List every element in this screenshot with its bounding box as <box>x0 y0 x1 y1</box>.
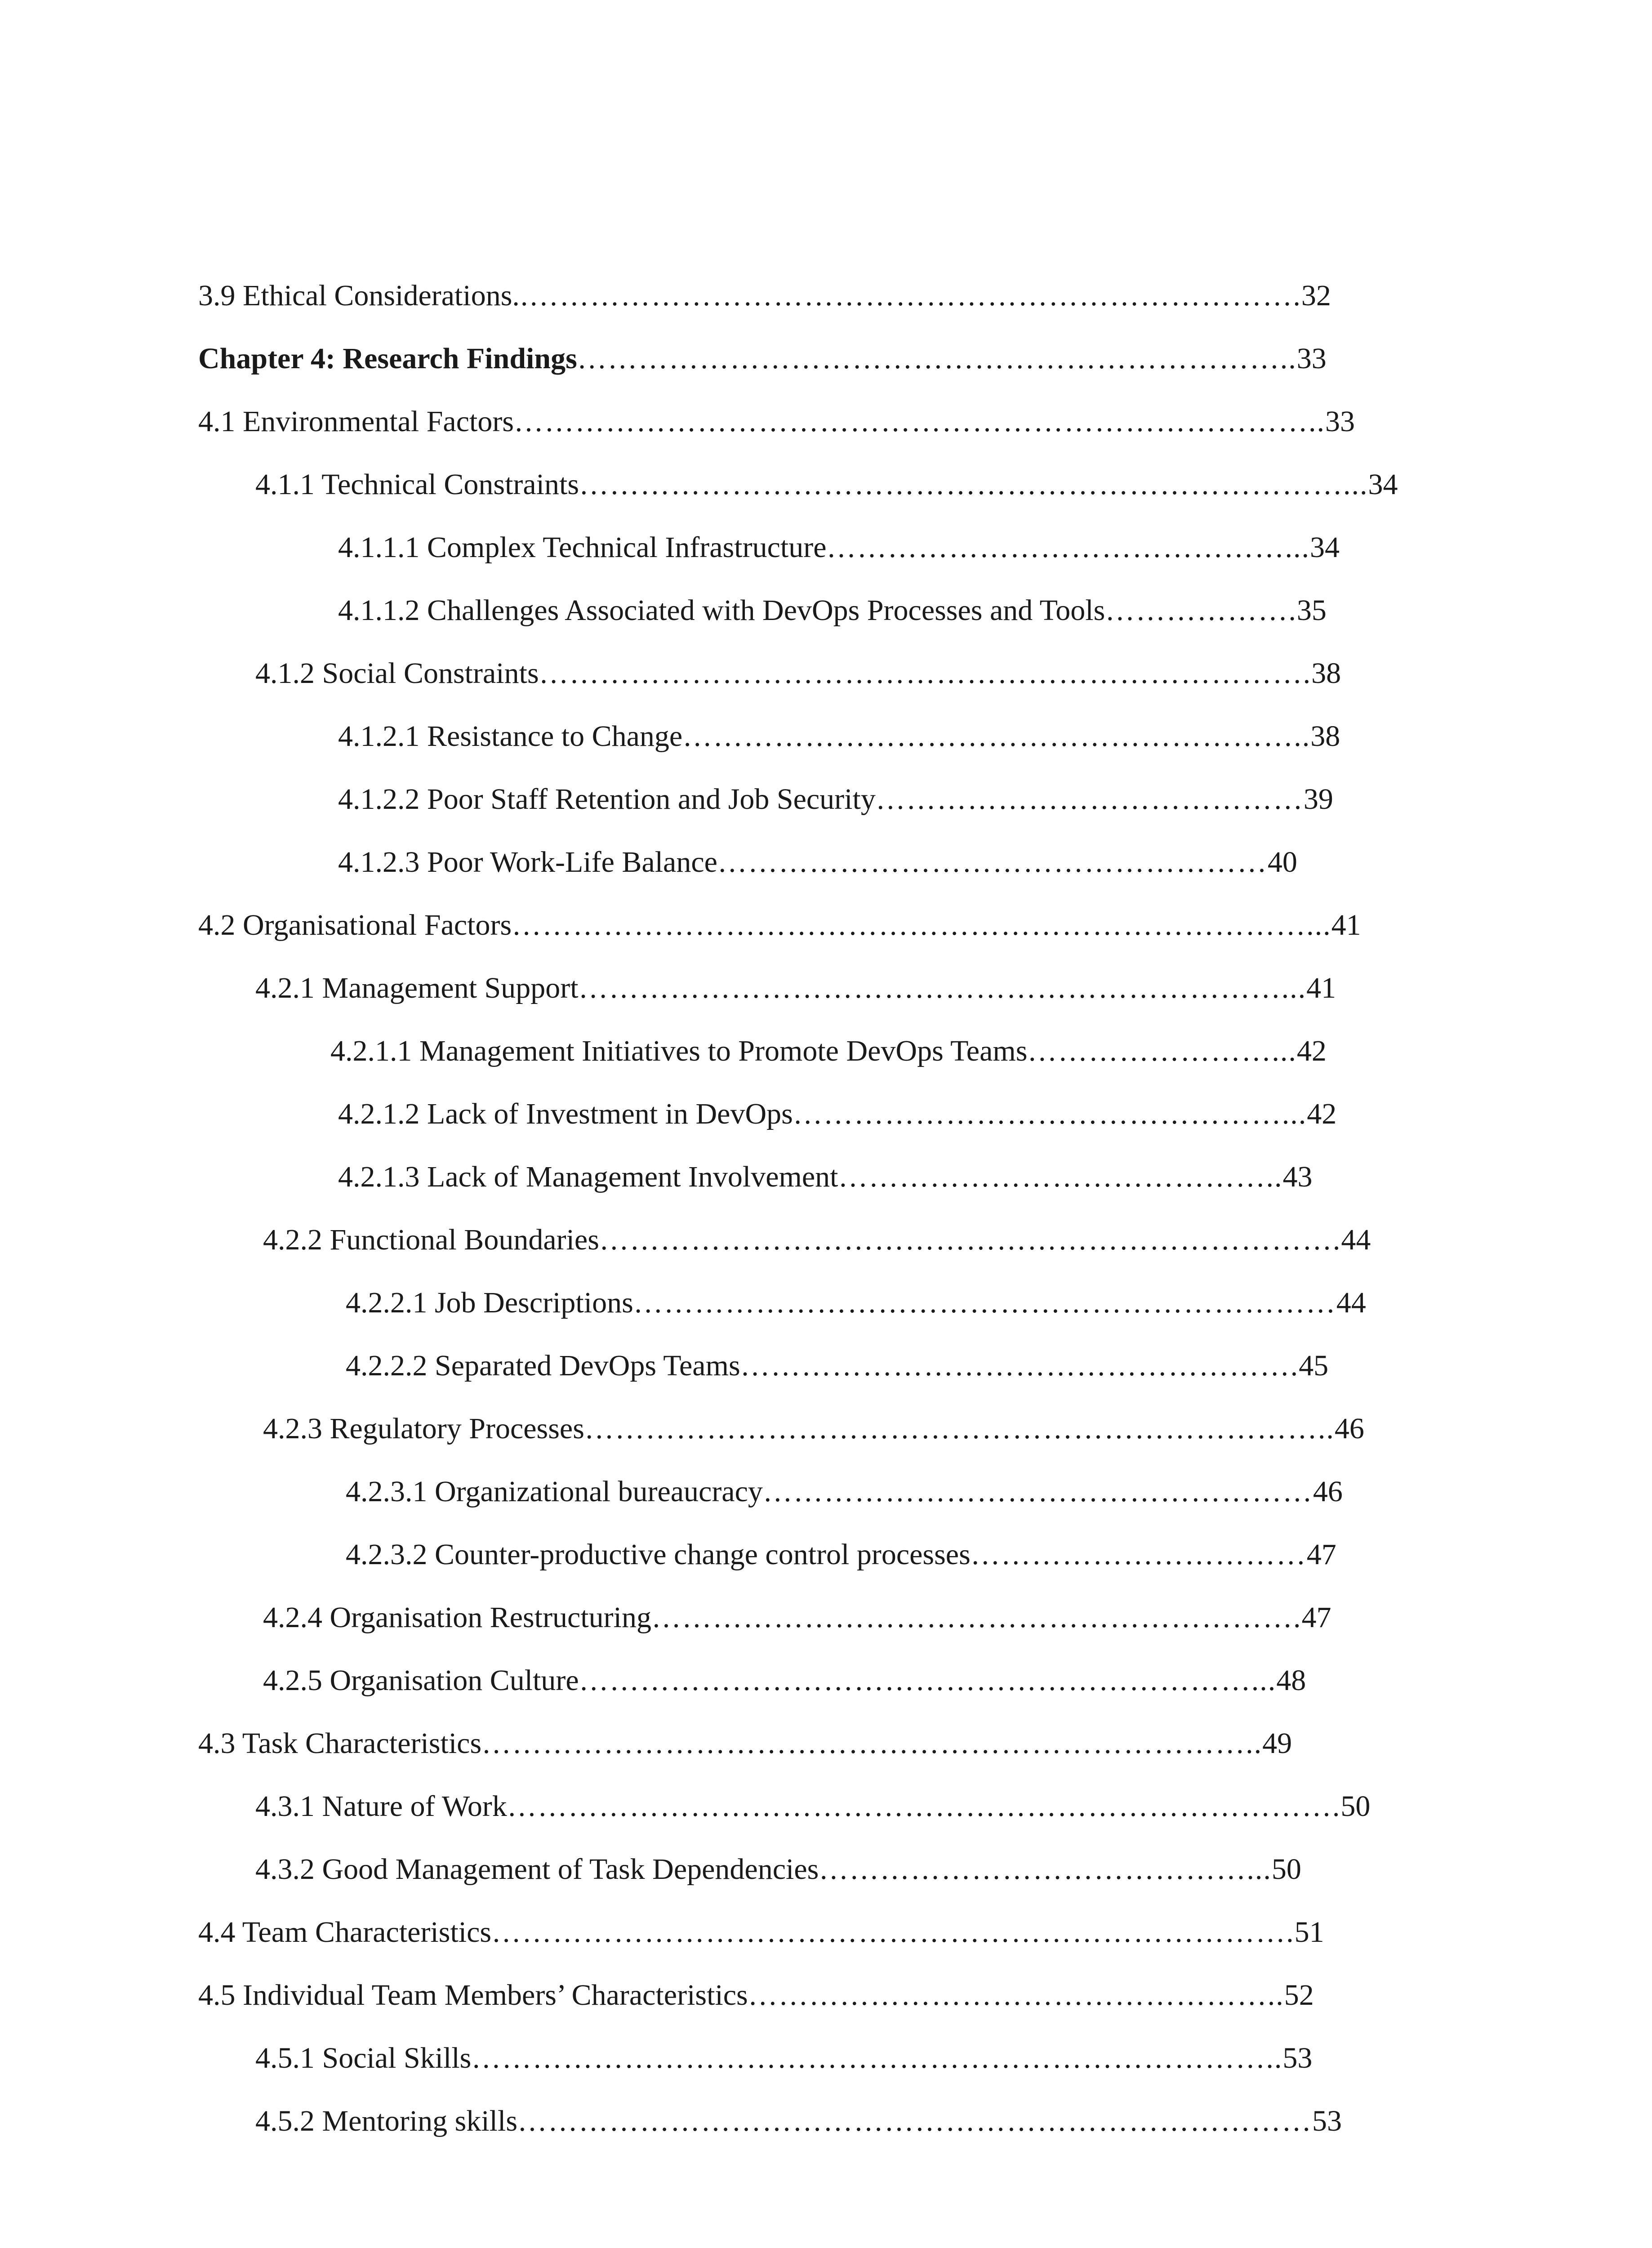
toc-page-number: 41 <box>1331 909 1361 941</box>
toc-page-number: 35 <box>1296 594 1327 627</box>
toc-leader-dots: ……………………………………………………………….. <box>584 1412 1335 1445</box>
toc-entry-4-5[interactable] <box>198 1973 1314 2018</box>
toc-entry-4-1-1-2[interactable] <box>338 588 1327 633</box>
toc-entry-title: 4.1.1.2 Challenges Associated with DevOps Processes and Tools <box>338 594 1105 627</box>
toc-entry-4-2-5[interactable] <box>263 1658 1306 1703</box>
toc-entry-4-3-1[interactable] <box>255 1784 1370 1829</box>
toc-page-number: 48 <box>1276 1664 1306 1697</box>
toc-entry-title: 4.2.1.3 Lack of Management Involvement <box>338 1160 838 1193</box>
toc-leader-dots: …………………………………………………………………... <box>579 468 1368 501</box>
toc-page-number: 44 <box>1336 1286 1366 1319</box>
toc-entry-title: 4.1.2.1 Resistance to Change <box>338 720 683 753</box>
toc-entry-4-5-1[interactable] <box>255 2036 1312 2081</box>
toc-leader-dots: ………………………………………………………………….. <box>481 1727 1263 1760</box>
toc-entry-title: 4.2.4 Organisation Restructuring <box>263 1601 651 1634</box>
toc-page-number: 38 <box>1311 657 1341 690</box>
toc-entry-title: 4.2.2 Functional Boundaries <box>263 1223 599 1256</box>
toc-entry-title: 4.5.1 Social Skills <box>255 2042 472 2074</box>
toc-entry-4-1[interactable] <box>198 399 1355 444</box>
toc-leader-dots: ………………………………………………………………………. <box>507 1790 1341 1823</box>
toc-leader-dots: ………………………………………………………………. <box>599 1223 1341 1256</box>
toc-page-number: 42 <box>1307 1097 1337 1130</box>
toc-entry-4-1-1[interactable] <box>255 462 1398 507</box>
toc-entry-title: 4.2.2.1 Job Descriptions <box>346 1286 633 1319</box>
toc-entry-4-1-2-3[interactable] <box>338 840 1297 885</box>
toc-entry-4-2-4[interactable] <box>263 1595 1331 1640</box>
toc-entry-4-4[interactable] <box>198 1910 1324 1955</box>
toc-entry-title: 4.1.2.3 Poor Work-Life Balance <box>338 846 717 879</box>
toc-entry-4-2-1-2[interactable] <box>338 1092 1336 1137</box>
toc-leader-dots: …………………………………… <box>875 783 1304 816</box>
toc-entry-title: 4.2.5 Organisation Culture <box>263 1664 579 1697</box>
toc-page-number: 40 <box>1267 846 1297 879</box>
toc-entry-4-1-2[interactable] <box>255 651 1341 696</box>
toc-entry-title: 4.1.1 Technical Constraints <box>255 468 579 501</box>
toc-entry-title: 4.2.1 Management Support <box>255 972 579 1004</box>
toc-entry-title: Chapter 4: Research Findings <box>198 342 577 375</box>
toc-leader-dots: …………………………………….. <box>838 1160 1283 1193</box>
toc-entry-title: 4.2 Organisational Factors <box>198 909 512 941</box>
toc-leader-dots: …………………………………………... <box>793 1097 1307 1130</box>
toc-entry-4-5-2[interactable] <box>255 2099 1342 2144</box>
toc-leader-dots: …………………………… <box>970 1538 1307 1571</box>
toc-entry-title: 3.9 Ethical Considerations <box>198 279 512 312</box>
toc-entry-title: 4.2.3.2 Counter-productive change control processes <box>346 1538 971 1571</box>
toc-leader-dots: …………………………………………………………………… <box>517 2105 1313 2137</box>
toc-page-number: 49 <box>1262 1727 1292 1760</box>
toc-entry-title: 4.2.2.2 Separated DevOps Teams <box>346 1349 740 1382</box>
toc-entry-4-2-1-1[interactable] <box>330 1029 1327 1074</box>
toc-entry-title: 4.2.3 Regulatory Processes <box>263 1412 584 1445</box>
toc-leader-dots: ……………………………………………………………………... <box>512 909 1331 941</box>
toc-entry-4-2-3[interactable] <box>263 1406 1364 1451</box>
toc-entry-4-2-2-2[interactable] <box>346 1343 1328 1388</box>
toc-entry-title: 4.1.2.2 Poor Staff Retention and Job Security <box>338 783 876 816</box>
toc-entry-4-1-1-1[interactable] <box>338 525 1340 570</box>
toc-entry-title: 4.5 Individual Team Members’ Characteristics <box>198 1979 748 2012</box>
toc-leader-dots: ……………………………………………………………... <box>578 972 1307 1004</box>
toc-leader-dots: …………………………………………………………... <box>579 1664 1277 1697</box>
toc-page-number: 50 <box>1271 1853 1301 1886</box>
toc-leader-dots: ………………………………………... <box>826 531 1310 564</box>
toc-page-number: 34 <box>1368 468 1398 501</box>
toc-page-number: 42 <box>1296 1035 1327 1067</box>
toc-page-number: 43 <box>1282 1160 1313 1193</box>
toc-entry-4-2-1[interactable] <box>255 966 1336 1011</box>
toc-entry-title: 4.3.2 Good Management of Task Dependencies <box>255 1853 819 1886</box>
toc-page-number: 47 <box>1306 1538 1336 1571</box>
toc-entry-title: 4.4 Team Characteristics <box>198 1916 492 1949</box>
toc-leader-dots: ……………………... <box>1027 1035 1297 1067</box>
toc-leader-dots: …………………………………………………………………. <box>539 657 1312 690</box>
toc-leader-dots: …………………………………………………………………….. <box>471 2042 1283 2074</box>
toc-leader-dots: …………………………………………………….. <box>682 720 1311 753</box>
toc-leader-dots: ……………………………………... <box>819 1853 1272 1886</box>
toc-leader-dots: …………………………………………………………… <box>633 1286 1336 1319</box>
toc-leader-dots: …………………………………………………………….. <box>577 342 1297 375</box>
toc-entry-4-3[interactable] <box>198 1721 1292 1766</box>
toc-page-number: 52 <box>1284 1979 1314 2012</box>
toc-page-number: 32 <box>1301 279 1331 312</box>
toc-leader-dots: ..…………………………………………………………………. <box>512 279 1301 312</box>
toc-entry-title: 4.1.2 Social Constraints <box>255 657 539 690</box>
toc-entry-title: 4.5.2 Mentoring skills <box>255 2105 518 2137</box>
toc-entry-3-9[interactable] <box>198 273 1331 318</box>
toc-leader-dots: ………………………………………………. <box>740 1349 1299 1382</box>
toc-page-number: 46 <box>1334 1412 1364 1445</box>
toc-page-number: 45 <box>1299 1349 1329 1382</box>
toc-entry-title: 4.2.1.2 Lack of Investment in DevOps <box>338 1097 793 1130</box>
toc-page-number: 39 <box>1303 783 1333 816</box>
toc-page-number: 47 <box>1301 1601 1331 1634</box>
toc-entry-4-2-2-1[interactable] <box>346 1280 1366 1325</box>
toc-entry-title: 4.1 Environmental Factors <box>198 405 514 438</box>
toc-page-number: 44 <box>1341 1223 1371 1256</box>
toc-page-number: 46 <box>1313 1475 1343 1508</box>
toc-entry-title: 4.2.1.1 Management Initiatives to Promote DevOps Teams <box>330 1035 1028 1067</box>
toc-entry-4-1-2-2[interactable] <box>338 777 1333 822</box>
toc-leader-dots: …………………………………………………………………….. <box>514 405 1326 438</box>
toc-entry-4-2-1-3[interactable] <box>338 1155 1313 1200</box>
toc-entry-4-2-3-1[interactable] <box>346 1469 1343 1514</box>
toc-entry-4-2-3-2[interactable] <box>346 1532 1336 1577</box>
toc-page-number: 51 <box>1294 1916 1324 1949</box>
toc-entry-4-1-2-1[interactable] <box>338 714 1340 759</box>
toc-leader-dots: ……………………………………………… <box>762 1475 1313 1508</box>
toc-leader-dots: ……………………………………………… <box>717 846 1268 879</box>
toc-entry-chapter-4[interactable] <box>198 336 1327 381</box>
toc-page-number: 38 <box>1310 720 1340 753</box>
toc-page-number: 53 <box>1282 2042 1313 2074</box>
toc-entry-title: 4.3.1 Nature of Work <box>255 1790 507 1823</box>
toc-entry-4-3-2[interactable] <box>255 1847 1301 1892</box>
toc-entry-title: 4.3 Task Characteristics <box>198 1727 482 1760</box>
toc-entry-4-2-2[interactable] <box>263 1218 1371 1262</box>
toc-page-number: 33 <box>1296 342 1327 375</box>
toc-leader-dots: …………………………………………….. <box>748 1979 1284 2012</box>
toc-entry-title: 4.1.1.1 Complex Technical Infrastructure <box>338 531 827 564</box>
toc-page-number: 53 <box>1312 2105 1342 2137</box>
toc-leader-dots: ……………………………………………………………………. <box>491 1916 1295 1949</box>
toc-page-number: 33 <box>1325 405 1355 438</box>
toc-page-number: 50 <box>1340 1790 1371 1823</box>
toc-leader-dots: ………………………………………………………. <box>651 1601 1302 1634</box>
toc-page-number: 41 <box>1306 972 1336 1004</box>
toc-entry-title: 4.2.3.1 Organizational bureaucracy <box>346 1475 763 1508</box>
toc-entry-4-2[interactable] <box>198 903 1361 948</box>
toc-page-number: 34 <box>1310 531 1340 564</box>
toc-leader-dots: ………………. <box>1105 594 1297 627</box>
